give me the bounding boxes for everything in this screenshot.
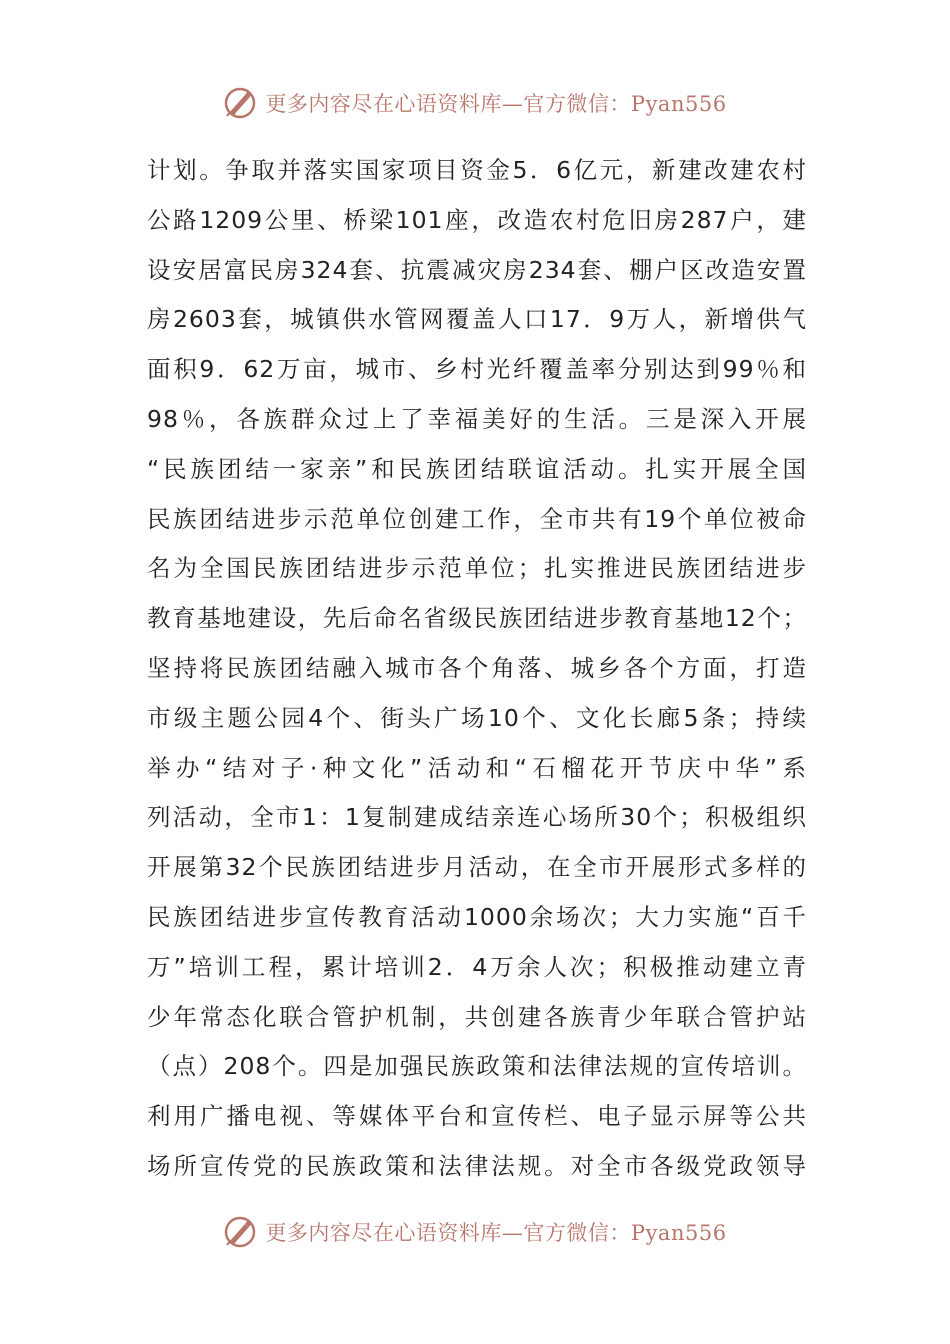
text-line: 场所宣传党的民族政策和法律法规。对全市各级党政领导 [147, 1151, 807, 1180]
watermark-text: 更多内容尽在心语资料库—官方微信：Pyan556 [265, 92, 727, 116]
text-line: 房2603套，城镇供水管网覆盖人口17．9万人，新增供气 [147, 305, 807, 334]
watermark-text: 更多内容尽在心语资料库—官方微信：Pyan556 [265, 1221, 727, 1245]
text-line: 面积9．62万亩，城市、乡村光纤覆盖率分别达到99％和 [147, 355, 807, 384]
text-line: 利用广播电视、等媒体平台和宣传栏、电子显示屏等公共 [147, 1102, 807, 1131]
text-line: 开展第32个民族团结进步月活动，在全市开展形式多样的 [147, 853, 807, 882]
text-line: 计划。争取并落实国家项目资金5．6亿元，新建改建农村 [147, 156, 807, 184]
text-line: 万”培训工程，累计培训2．4万余人次；积极推动建立青 [147, 952, 807, 981]
text-line: 市级主题公园4个、街头广场10个、文化长廊5条；持续 [147, 703, 807, 732]
text-line: 民族团结进步宣传教育活动1000余场次；大力实施“百千 [147, 902, 807, 931]
text-line: “民族团结一家亲”和民族团结联谊活动。扎实开展全国 [147, 454, 807, 483]
text-line: 举办“结对子·种文化”活动和“石榴花开节庆中华”系 [147, 753, 807, 782]
text-line: 民族团结进步示范单位创建工作，全市共有19个单位被命 [147, 504, 807, 533]
text-line: （点）208个。四是加强民族政策和法律法规的宣传培训。 [147, 1052, 807, 1081]
text-line: 坚持将民族团结融入城市各个角落、城乡各个方面，打造 [147, 653, 807, 682]
text-line: 少年常态化联合管护机制，共创建各族青少年联合管护站 [147, 1002, 807, 1031]
watermark-banner-top [0, 83, 950, 123]
text-line: 公路1209公里、桥梁101座，改造农村危旧房287户，建 [147, 205, 807, 234]
text-line: 名为全国民族团结进步示范单位；扎实推进民族团结进步 [147, 554, 807, 583]
text-line: 98％，各族群众过上了幸福美好的生活。三是深入开展 [147, 404, 807, 433]
text-line: 列活动，全市1：1复制建成结亲连心场所30个；积极组织 [147, 803, 807, 832]
watermark-banner-bottom [0, 1212, 950, 1252]
text-line: 设安居富民房324套、抗震减灾房234套、棚户区改造安置 [147, 255, 807, 284]
text-line: 教育基地建设，先后命名省级民族团结进步教育基地12个； [147, 604, 807, 633]
body-paragraph [147, 146, 807, 1192]
pen-seal-icon [223, 1215, 257, 1249]
pen-seal-icon [223, 86, 257, 120]
